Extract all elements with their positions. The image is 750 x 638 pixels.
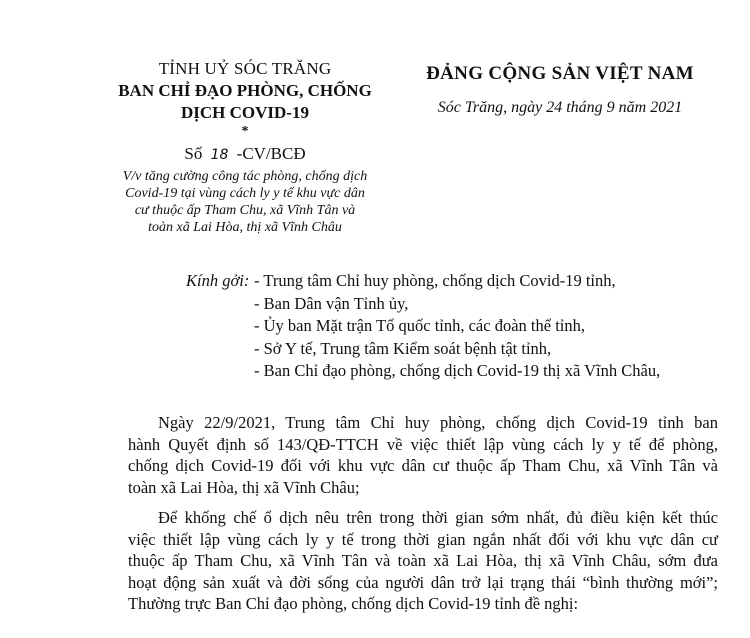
body-line: toàn xã Lai Hòa, thị xã Vĩnh Châu; bbox=[128, 477, 360, 497]
paragraph-1 bbox=[128, 412, 718, 498]
document-number bbox=[95, 143, 395, 166]
body-line: hoạt động sản xuất và đời sống của người dân trở lại trạng thái “bình thường mới”; bbox=[128, 572, 718, 592]
body-line: Để khống chế ổ dịch nêu trên trong thời gian sớm nhất, đủ điều kiện kết thúc bbox=[158, 508, 718, 527]
body-line: việc thiết lập vùng cách ly y tế trong thời gian ngắn nhất đối với khu vực dân cư bbox=[128, 529, 718, 549]
recipients-label: Kính gởi: bbox=[186, 271, 250, 290]
body-line: Thường trực Ban Chỉ đạo phòng, chống dịch Covid-19 tỉnh đề nghị: bbox=[128, 594, 579, 613]
document-number-prefix: Số bbox=[184, 144, 203, 163]
party-name: ĐẢNG CỘNG SẢN VIỆT NAM bbox=[426, 63, 694, 84]
issuer-header bbox=[95, 58, 395, 236]
recipient-item: - Ủy ban Mặt trận Tổ quốc tỉnh, các đoàn thể tỉnh, bbox=[254, 316, 585, 335]
body-line: thuộc ấp Tham Chu, xã Vĩnh Tân và toàn xã Lai Hòa, thị xã Vĩnh Châu, sớm đưa bbox=[128, 551, 718, 570]
recipient-item: - Trung tâm Chỉ huy phòng, chống dịch Covid-19 tỉnh, bbox=[254, 271, 616, 290]
body-line: Ngày 22/9/2021, Trung tâm Chỉ huy phòng, chống dịch Covid-19 tỉnh ban bbox=[158, 413, 718, 432]
steering-committee-line-1: BAN CHỈ ĐẠO PHÒNG, CHỐNG bbox=[118, 81, 372, 100]
body-line: hành Quyết định số 143/QĐ-TTCH về việc thiết lập vùng cách ly y tế để phòng, bbox=[128, 434, 718, 454]
recipient-row bbox=[186, 270, 726, 293]
body-line: chống dịch Covid-19 đối với khu vực dân cư thuộc ấp Tham Chu, xã Vĩnh Tân và bbox=[128, 456, 718, 475]
document-subject bbox=[95, 168, 395, 236]
place-and-date: Sóc Trăng, ngày 24 tháng 9 năm 2021 bbox=[437, 99, 683, 116]
recipient-item: - Ban Dân vận Tỉnh ủy, bbox=[254, 293, 409, 313]
paragraph-2 bbox=[128, 507, 718, 615]
steering-committee-line-2: DỊCH COVID-19 bbox=[181, 103, 309, 122]
provincial-committee-name: TỈNH UỶ SÓC TRĂNG bbox=[158, 59, 332, 78]
header-star: * bbox=[241, 124, 249, 139]
recipient-item: - Ban Chỉ đạo phòng, chống dịch Covid-19 thị xã Vĩnh Châu, bbox=[254, 361, 661, 380]
party-header bbox=[415, 62, 705, 117]
subject-line: cư thuộc ấp Tham Chu, xã Vĩnh Tân và bbox=[134, 203, 356, 218]
recipient-item: - Sở Y tế, Trung tâm Kiểm soát bệnh tật tỉnh, bbox=[254, 338, 552, 358]
document-number-value: 18 bbox=[210, 147, 229, 163]
subject-line: toàn xã Lai Hòa, thị xã Vĩnh Châu bbox=[148, 220, 342, 235]
document-body bbox=[128, 412, 718, 624]
recipients-block bbox=[186, 270, 726, 383]
subject-line: Covid-19 tại vùng cách ly y tế khu vực dân bbox=[125, 186, 365, 201]
document-number-suffix: -CV/BCĐ bbox=[236, 144, 306, 163]
subject-line: V/v tăng cường công tác phòng, chống dịch bbox=[122, 169, 368, 184]
